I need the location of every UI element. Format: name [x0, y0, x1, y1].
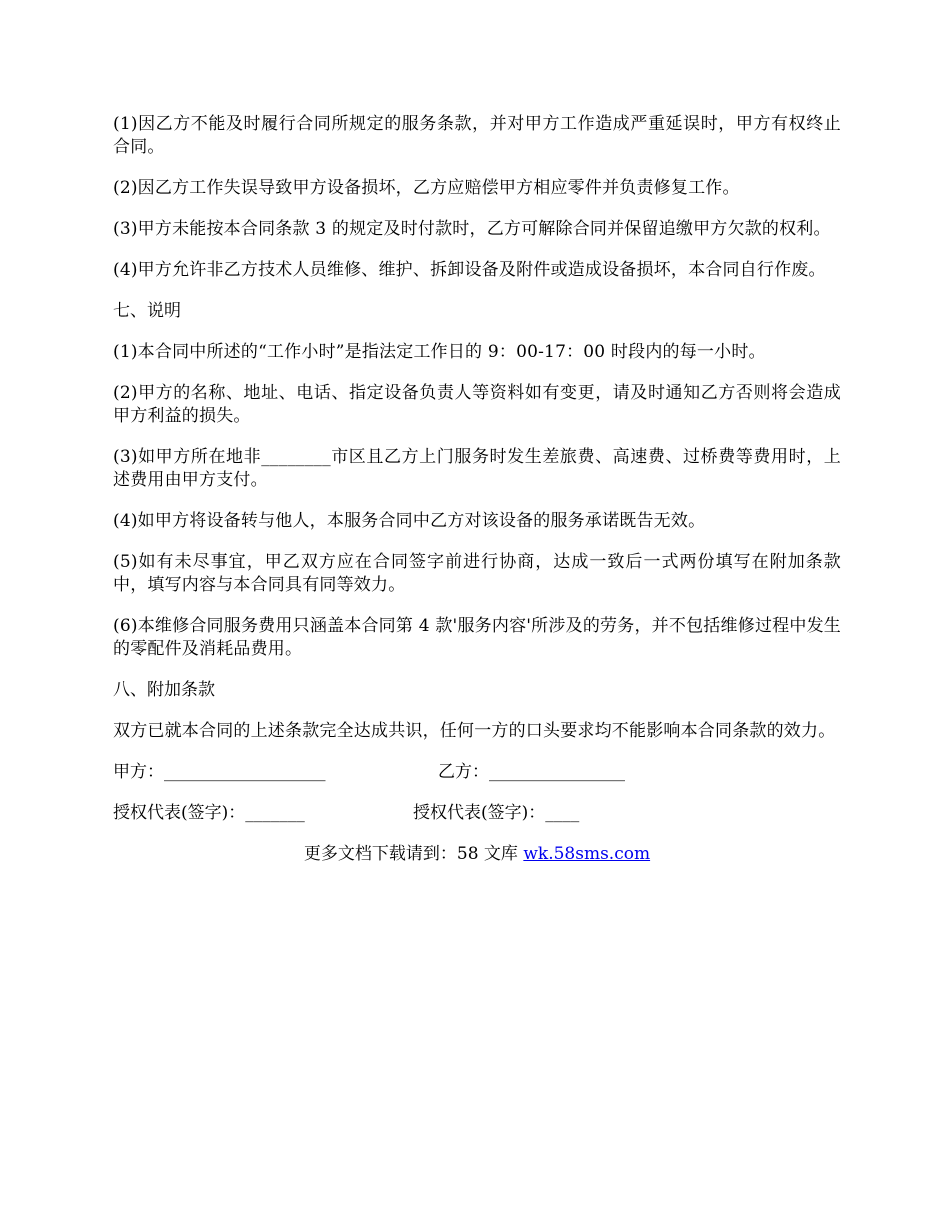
document-page [113, 113, 841, 866]
representative-signature-row [113, 802, 841, 825]
clause-7-4: (4)如甲方将设备转与他人，本服务合同中乙方对该设备的服务承诺既告无效。 [113, 511, 706, 531]
footer-link[interactable]: wk.58sms.com [523, 844, 651, 864]
rep-b-signature: 授权代表(签字)：____ [413, 803, 580, 823]
clause-7-3: (3)如甲方所在地非________市区且乙方上门服务时发生差旅费、高速费、过桥费等费用时，上述费用由甲方支付。 [113, 447, 841, 490]
party-signature-row [113, 761, 841, 784]
clause-6-4: (4)甲方允许非乙方技术人员维修、维护、拆卸设备及附件或造成设备损坏，本合同自行作废。 [113, 260, 826, 280]
clause-6-1: (1)因乙方不能及时履行合同所规定的服务条款，并对甲方工作造成严重延误时，甲方有权终止合同。 [113, 114, 841, 157]
party-a-signature: 甲方：___________________ [113, 762, 326, 782]
clause-7-2: (2)甲方的名称、地址、电话、指定设备负责人等资料如有变更，请及时通知乙方否则将会造成甲方利益的损失。 [113, 383, 841, 426]
clause-6-3: (3)甲方未能按本合同条款 3 的规定及时付款时，乙方可解除合同并保留追缴甲方欠款的权利。 [113, 219, 831, 239]
section-7-heading: 七、说明 [113, 301, 181, 321]
rep-a-signature: 授权代表(签字)：_______ [113, 803, 305, 823]
footer [113, 843, 841, 866]
footer-text: 更多文档下载请到：58 文库 [303, 844, 524, 864]
clause-6-2: (2)因乙方工作失误导致甲方设备损坏，乙方应赔偿甲方相应零件并负责修复工作。 [113, 178, 740, 198]
clause-7-5: (5)如有未尽事宜，甲乙双方应在合同签字前进行协商，达成一致后一式两份填写在附加条款中，填写内容与本合同具有同等效力。 [113, 552, 841, 595]
clause-7-6: (6)本维修合同服务费用只涵盖本合同第 4 款'服务内容'所涉及的劳务，并不包括维修过程中发生的零配件及消耗品费用。 [113, 616, 841, 659]
party-b-signature: 乙方：________________ [438, 762, 625, 782]
section-8-heading: 八、附加条款 [113, 680, 215, 700]
section-8-text: 双方已就本合同的上述条款完全达成共识，任何一方的口头要求均不能影响本合同条款的效力。 [113, 721, 836, 741]
clause-7-1: (1)本合同中所述的“工作小时”是指法定工作日的 9：00-17：00 时段内的每一小时。 [113, 342, 766, 362]
